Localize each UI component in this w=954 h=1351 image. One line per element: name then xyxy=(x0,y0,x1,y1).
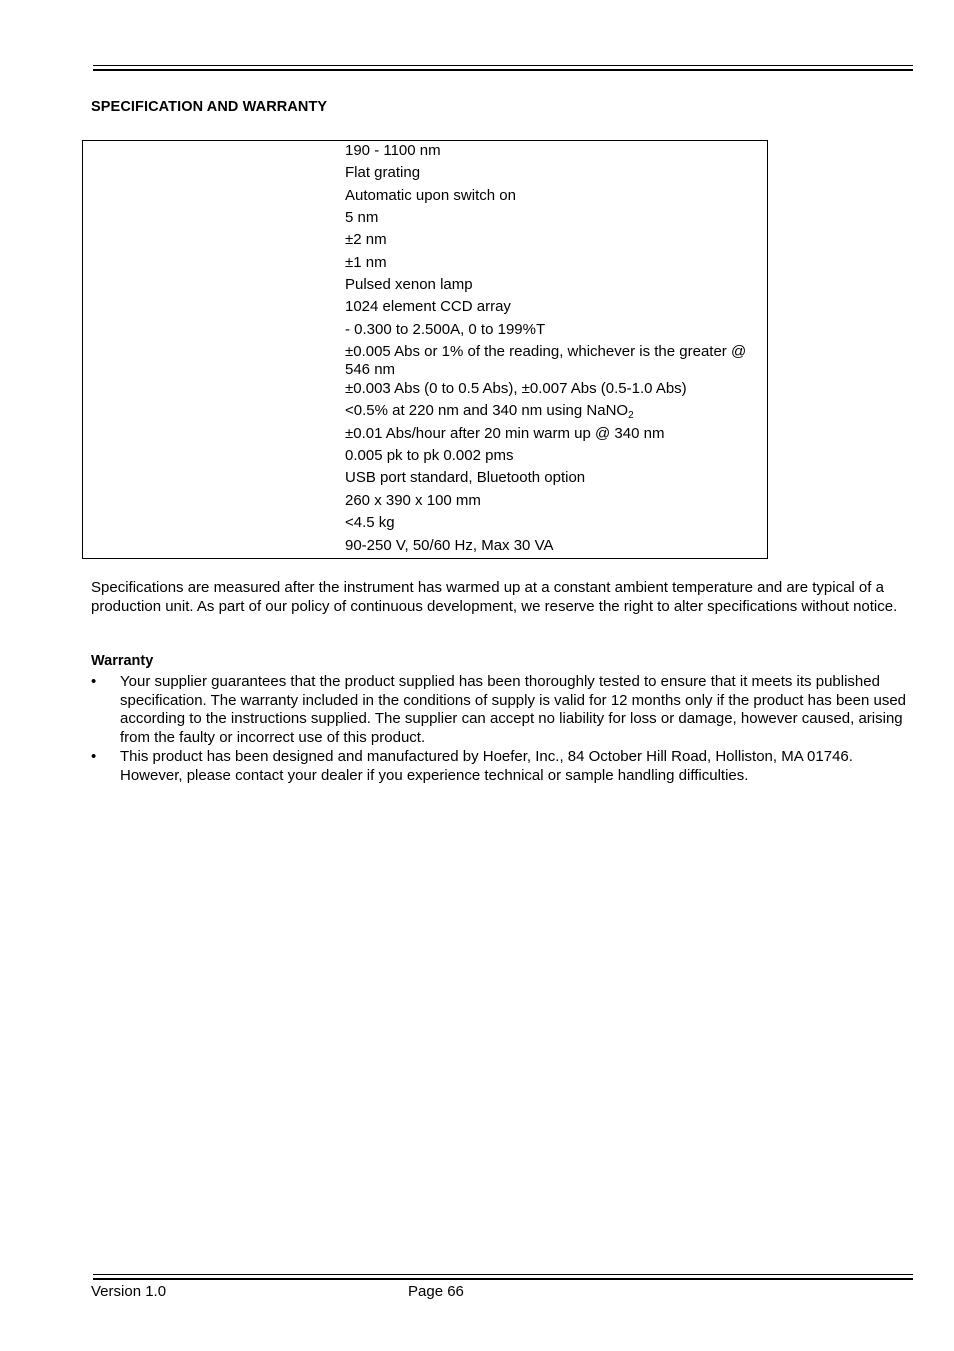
spec-row: 260 x 390 x 100 mm xyxy=(345,491,481,509)
list-item xyxy=(91,673,913,747)
spec-row: 0.005 pk to pk 0.002 pms xyxy=(345,447,514,465)
page-heading: SPECIFICATION AND WARRANTY xyxy=(91,99,328,115)
spec-row: Pulsed xenon lamp xyxy=(345,276,473,294)
warranty-heading: Warranty xyxy=(91,653,154,669)
spec-row: 90-250 V, 50/60 Hz, Max 30 VA xyxy=(345,536,554,554)
specification-note: Specifications are measured after the instrument has warmed up at a constant ambient temperature and are typical of a production unit. As part of our policy of continuous development, we reserve the right to alter specifications without notice. xyxy=(91,579,898,615)
spec-row: 190 - 1100 nm xyxy=(345,142,441,159)
bullet-icon: • xyxy=(91,673,97,690)
spec-row: ±2 nm xyxy=(345,231,387,249)
spec-row: Automatic upon switch on xyxy=(345,186,516,204)
bullet-text: Your supplier guarantees that the product supplied has been thoroughly tested to ensure that it meets its published specification. The warranty included in the conditions of supply is valid for 12 months only if the product has been used according to the instructions supplied. The supplier can accept no liability for loss or damage, however caused, arising from the faulty or incorrect use of this product. xyxy=(120,673,907,746)
spec-row: ±1 nm xyxy=(345,253,387,271)
spec-row: ±0.005 Abs or 1% of the reading, whichever is the greater @ 546 nm xyxy=(345,343,747,379)
spec-row: 1024 element CCD array xyxy=(345,298,511,316)
spec-row: Flat grating xyxy=(345,164,421,182)
subscript: 2 xyxy=(628,410,634,422)
spec-values xyxy=(345,142,760,559)
bullet-icon: • xyxy=(91,748,97,765)
spec-text: <0.5% at 220 nm and 340 nm using NaNO xyxy=(345,402,629,420)
spec-row: USB port standard, Bluetooth option xyxy=(345,469,586,487)
spec-row: - 0.300 to 2.500A, 0 to 199%T xyxy=(345,320,546,338)
warranty-list xyxy=(91,673,913,786)
specification-table xyxy=(82,140,768,559)
footer-version: Version 1.0 xyxy=(91,1283,167,1300)
spec-row: 5 nm xyxy=(345,209,379,227)
footer-rule xyxy=(93,1274,913,1280)
list-item xyxy=(91,748,913,785)
spec-row: ±0.01 Abs/hour after 20 min warm up @ 340 nm xyxy=(345,424,665,442)
bullet-text: This product has been designed and manufactured by Hoefer, Inc., 84 October Hill Road, Holliston, MA 01746. However, please contact your dealer if you experience technical or sample handling difficulties. xyxy=(120,748,853,784)
spec-row: <4.5 kg xyxy=(345,514,395,532)
spec-row xyxy=(345,402,760,420)
footer-page-number: Page 66 xyxy=(408,1283,464,1300)
header-rule xyxy=(93,65,913,71)
spec-row: ±0.003 Abs (0 to 0.5 Abs), ±0.007 Abs (0.5-1.0 Abs) xyxy=(345,380,687,398)
